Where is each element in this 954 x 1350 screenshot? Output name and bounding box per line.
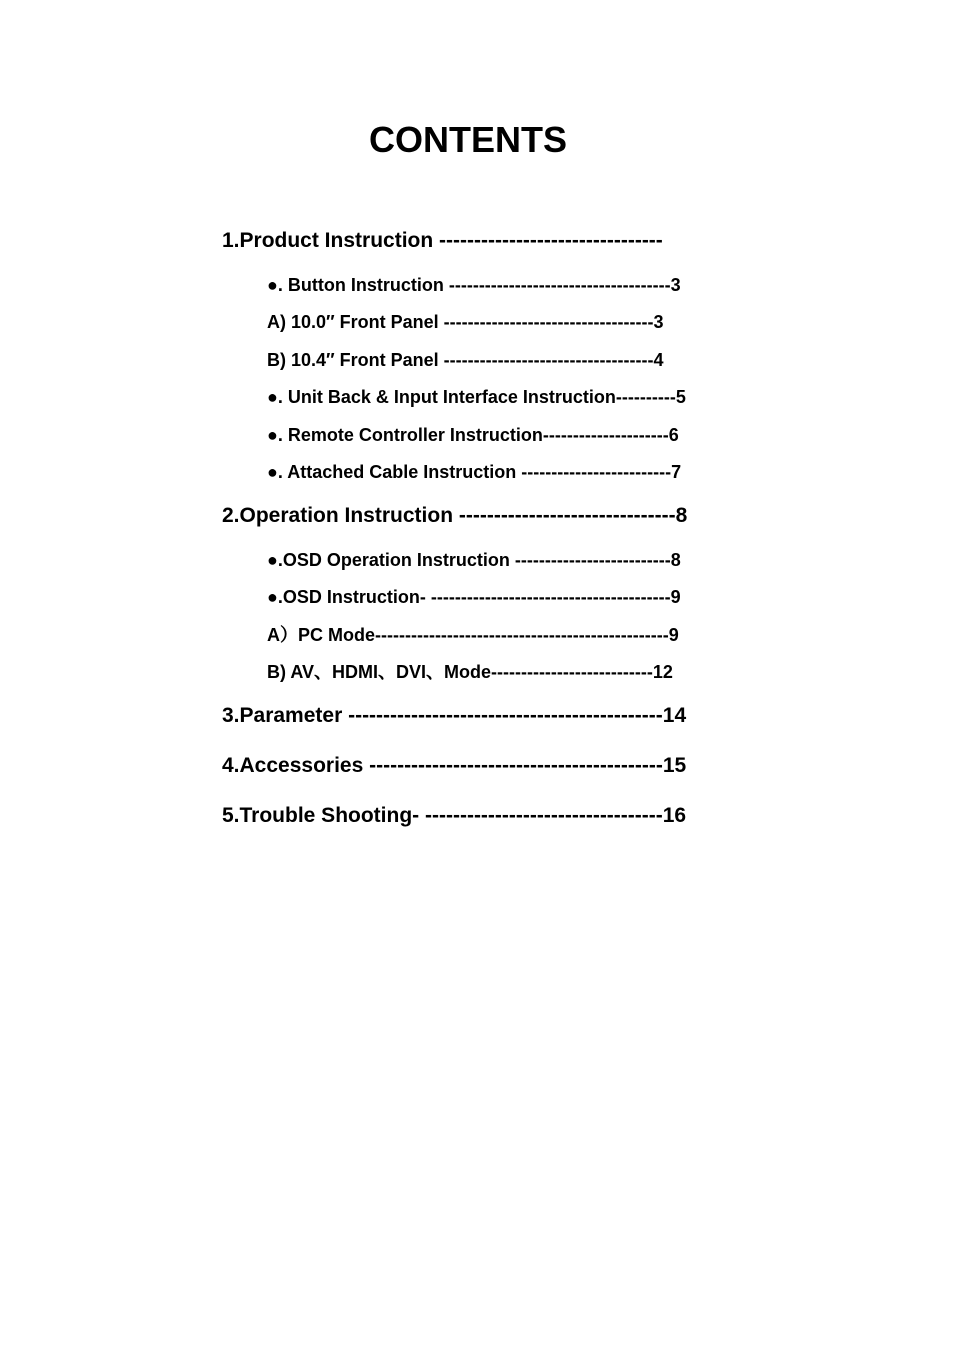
toc-subentry-attached-cable: ●. Attached Cable Instruction -------------------------7 <box>267 462 682 482</box>
page-title: CONTENTS <box>369 119 567 160</box>
toc-subentry-remote-controller: ●. Remote Controller Instruction---------------------6 <box>267 425 679 445</box>
toc-subentry-10-0-front-panel: A) 10.0″ Front Panel -----------------------------------3 <box>267 312 664 332</box>
toc-entry-accessories: 4.Accessories ------------------------------------------15 <box>222 754 687 777</box>
toc-subentry-unit-back-input: ●. Unit Back & Input Interface Instruction----------5 <box>267 387 686 407</box>
toc-entry-parameter: 3.Parameter ---------------------------------------------14 <box>222 704 687 727</box>
toc-subentry-10-4-front-panel: B) 10.4″ Front Panel -----------------------------------4 <box>267 350 664 370</box>
toc-subentry-pc-mode: A）PC Mode-------------------------------------------------9 <box>267 625 679 645</box>
toc-subentry-button-instruction: ●. Button Instruction -------------------------------------3 <box>267 275 681 295</box>
toc-entry-operation-instruction: 2.Operation Instruction -------------------------------8 <box>222 504 688 527</box>
toc-entry-trouble-shooting: 5.Trouble Shooting- ----------------------------------16 <box>222 804 687 827</box>
toc-subentry-osd-operation: ●.OSD Operation Instruction --------------------------8 <box>267 550 681 570</box>
toc-subentry-osd-instruction: ●.OSD Instruction- ----------------------------------------9 <box>267 587 681 607</box>
toc-entry-product-instruction: 1.Product Instruction -------------------------------- <box>222 229 663 252</box>
toc-subentry-av-hdmi-dvi-mode: B) AV、HDMI、DVI、Mode---------------------------12 <box>267 662 673 682</box>
